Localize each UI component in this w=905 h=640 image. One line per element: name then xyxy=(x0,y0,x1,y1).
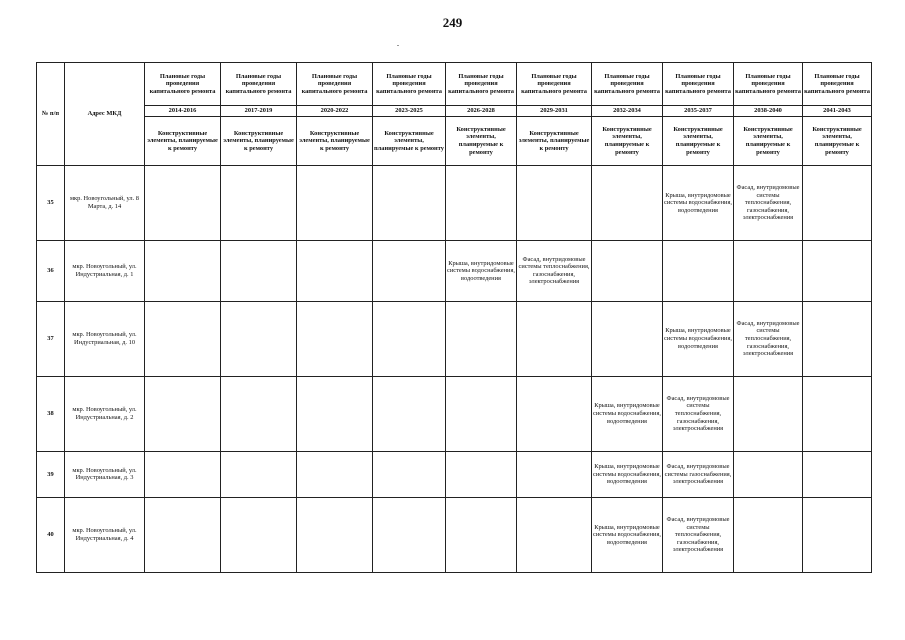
row-cell xyxy=(803,497,872,572)
period-heading: Плановые годы проведения капитального ремонта xyxy=(446,63,517,106)
row-cell xyxy=(297,166,373,241)
row-cell: Крыша, внутридомовые системы водоснабжения, водоотведения xyxy=(663,301,734,376)
row-cell xyxy=(517,166,592,241)
period-heading: Плановые годы проведения капитального ремонта xyxy=(663,63,734,106)
row-cell xyxy=(145,451,221,497)
period-heading: Плановые годы проведения капитального ремонта xyxy=(373,63,446,106)
row-cell xyxy=(734,451,803,497)
row-cell xyxy=(145,376,221,451)
period-years: 2026-2028 xyxy=(446,106,517,117)
row-address: мкр. Новоугольный, ул. Индустриальная, д. 1 xyxy=(65,241,145,302)
row-cell: Фасад, внутридомовые системы теплоснабжения, газоснабжения, электроснабжения xyxy=(663,497,734,572)
table-row xyxy=(37,241,872,302)
row-cell xyxy=(373,497,446,572)
elements-heading: Конструктивные элементы, планируемые к ремонту xyxy=(221,117,297,166)
row-cell xyxy=(297,497,373,572)
elements-heading: Конструктивные элементы, планируемые к ремонту xyxy=(803,117,872,166)
row-cell xyxy=(145,166,221,241)
period-years: 2020-2022 xyxy=(297,106,373,117)
elements-heading: Конструктивные элементы, планируемые к ремонту xyxy=(145,117,221,166)
header-row-periods xyxy=(37,63,872,106)
row-cell xyxy=(517,376,592,451)
row-cell xyxy=(446,451,517,497)
row-cell xyxy=(145,241,221,302)
row-address: мкр. Новоугольный, ул. Индустриальная, д. 10 xyxy=(65,301,145,376)
period-years: 2035-2037 xyxy=(663,106,734,117)
row-cell xyxy=(517,301,592,376)
row-address: мкр. Новоугольный, ул. Индустриальная, д. 4 xyxy=(65,497,145,572)
column-header-number: № п/п xyxy=(37,63,65,166)
row-cell: Крыша, внутридомовые системы водоснабжения, водоотведения xyxy=(592,376,663,451)
row-cell: Крыша, внутридомовые системы водоснабжения, водоотведения xyxy=(663,166,734,241)
row-cell xyxy=(734,241,803,302)
row-cell xyxy=(592,301,663,376)
row-cell: Фасад, внутридомовые системы теплоснабжения, газоснабжения, электроснабжения xyxy=(517,241,592,302)
row-cell xyxy=(297,451,373,497)
row-cell xyxy=(803,301,872,376)
table-row xyxy=(37,497,872,572)
period-heading: Плановые годы проведения капитального ремонта xyxy=(145,63,221,106)
row-cell xyxy=(297,301,373,376)
row-address: мкр. Новоугольный, ул. Индустриальная, д. 2 xyxy=(65,376,145,451)
row-cell xyxy=(517,497,592,572)
row-cell xyxy=(446,166,517,241)
row-cell xyxy=(145,301,221,376)
period-years: 2029-2031 xyxy=(517,106,592,117)
row-number: 37 xyxy=(37,301,65,376)
row-cell: Фасад, внутридомовые системы теплоснабжения, газоснабжения, электроснабжения xyxy=(663,376,734,451)
row-cell xyxy=(221,301,297,376)
column-header-address: Адрес МКД xyxy=(65,63,145,166)
elements-heading: Конструктивные элементы, планируемые к ремонту xyxy=(592,117,663,166)
elements-heading: Конструктивные элементы, планируемые к ремонту xyxy=(517,117,592,166)
elements-heading: Конструктивные элементы, планируемые к ремонту xyxy=(663,117,734,166)
row-cell xyxy=(221,166,297,241)
period-years: 2017-2019 xyxy=(221,106,297,117)
row-cell xyxy=(221,241,297,302)
row-cell xyxy=(734,376,803,451)
table-row xyxy=(37,451,872,497)
row-number: 39 xyxy=(37,451,65,497)
row-cell: Крыша, внутридомовые системы водоснабжения, водоотведения xyxy=(592,497,663,572)
row-address: мкр. Новоугольный, ул. 8 Марта, д. 14 xyxy=(65,166,145,241)
period-years: 2014-2016 xyxy=(145,106,221,117)
row-cell xyxy=(592,241,663,302)
row-cell xyxy=(803,166,872,241)
period-heading: Плановые годы проведения капитального ремонта xyxy=(803,63,872,106)
row-number: 38 xyxy=(37,376,65,451)
period-years: 2032-2034 xyxy=(592,106,663,117)
row-cell xyxy=(373,376,446,451)
row-cell xyxy=(297,241,373,302)
row-cell: Фасад, внутридомовые системы теплоснабжения, газоснабжения, электроснабжения xyxy=(734,166,803,241)
row-cell xyxy=(221,376,297,451)
period-heading: Плановые годы проведения капитального ремонта xyxy=(221,63,297,106)
period-heading: Плановые годы проведения капитального ремонта xyxy=(517,63,592,106)
row-cell xyxy=(803,376,872,451)
row-cell xyxy=(734,497,803,572)
elements-heading: Конструктивные элементы, планируемые к ремонту xyxy=(446,117,517,166)
row-cell xyxy=(446,376,517,451)
row-cell: Крыша, внутридомовые системы водоснабжения, водоотведения xyxy=(446,241,517,302)
row-cell xyxy=(297,376,373,451)
period-heading: Плановые годы проведения капитального ремонта xyxy=(734,63,803,106)
row-cell xyxy=(803,241,872,302)
table-row xyxy=(37,376,872,451)
page-number: 249 xyxy=(442,15,463,30)
row-cell: Крыша, внутридомовые системы водоснабжения, водоотведения xyxy=(592,451,663,497)
header-row-years xyxy=(37,106,872,117)
period-years: 2041-2043 xyxy=(803,106,872,117)
row-cell xyxy=(446,497,517,572)
scan-speck xyxy=(397,45,399,46)
row-cell: Фасад, внутридомовые системы теплоснабжения, газоснабжения, электроснабжения xyxy=(734,301,803,376)
row-cell xyxy=(373,451,446,497)
row-cell xyxy=(446,301,517,376)
row-cell xyxy=(373,241,446,302)
row-cell xyxy=(373,166,446,241)
row-cell xyxy=(373,301,446,376)
elements-heading: Конструктивные элементы, планируемые к ремонту xyxy=(373,117,446,166)
period-heading: Плановые годы проведения капитального ремонта xyxy=(297,63,373,106)
row-number: 36 xyxy=(37,241,65,302)
row-cell xyxy=(145,497,221,572)
table-row xyxy=(37,166,872,241)
elements-heading: Конструктивные элементы, планируемые к ремонту xyxy=(297,117,373,166)
table-row xyxy=(37,301,872,376)
row-number: 40 xyxy=(37,497,65,572)
period-years: 2038-2040 xyxy=(734,106,803,117)
row-cell xyxy=(517,451,592,497)
capital-repair-table xyxy=(36,62,872,573)
row-number: 35 xyxy=(37,166,65,241)
row-cell xyxy=(221,497,297,572)
period-heading: Плановые годы проведения капитального ремонта xyxy=(592,63,663,106)
row-address: мкр. Новоугольный, ул. Индустриальная, д. 3 xyxy=(65,451,145,497)
header-row-elements xyxy=(37,117,872,166)
row-cell xyxy=(663,241,734,302)
period-years: 2023-2025 xyxy=(373,106,446,117)
row-cell: Фасад, внутридомовые системы газоснабжения, электроснабжения xyxy=(663,451,734,497)
row-cell xyxy=(221,451,297,497)
row-cell xyxy=(592,166,663,241)
elements-heading: Конструктивные элементы, планируемые к ремонту xyxy=(734,117,803,166)
row-cell xyxy=(803,451,872,497)
